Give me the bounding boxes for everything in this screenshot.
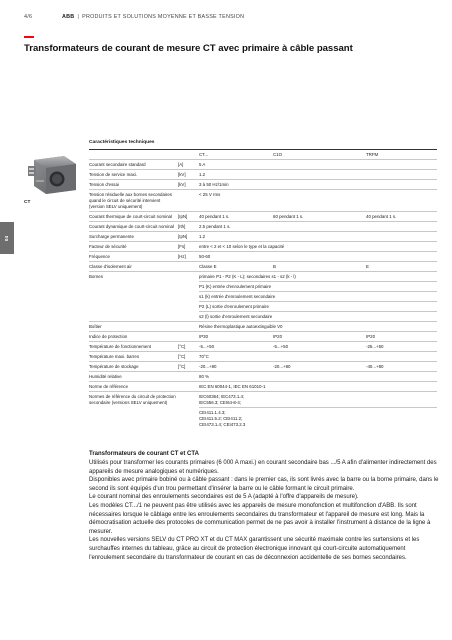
normes-line: CEI411.1.4.3; bbox=[199, 409, 226, 415]
row-value: 50-60 bbox=[199, 253, 211, 259]
body-paragraph: Les modèles CT.../1 ne peuvent pas être utilisés avec les appareils de mesure monofonction et multifonction d'ABB. Ils sont nécessaires lorsque le câblage entre les enroulements secondaires du transformateur et l'appareil de mesure est long. Mais la démocratisation actuelle des protocoles de communication permet de ne pas avoir à installer l'instrument à distance de la ligne à mesurer. bbox=[89, 503, 431, 535]
row-value: 1.2 bbox=[199, 233, 206, 239]
table-row bbox=[89, 222, 437, 232]
row-value: 3 à 50 Hz/1min bbox=[199, 181, 229, 187]
row-unit: [°C] bbox=[178, 363, 186, 369]
row-unit: [IpN] bbox=[178, 213, 188, 219]
table-row bbox=[89, 232, 437, 242]
row-value: -5...+50 bbox=[199, 343, 215, 349]
row-value: E bbox=[366, 263, 369, 269]
normes-group bbox=[199, 408, 437, 429]
row-value: IP20 bbox=[366, 333, 376, 339]
col-header-trfm: TRFM bbox=[366, 151, 379, 157]
row-unit bbox=[178, 322, 199, 331]
row-label: Classe d'isolement air bbox=[89, 263, 132, 269]
row-value: 60 pendant 1 s. bbox=[273, 213, 304, 219]
row-value: 70°C bbox=[199, 353, 209, 359]
row-unit: [Fs] bbox=[178, 243, 186, 249]
header-separator: | bbox=[77, 14, 80, 20]
table-row bbox=[89, 342, 437, 352]
row-label: Tension d'essai bbox=[89, 181, 119, 187]
normes-group bbox=[199, 392, 437, 408]
body-paragraph: Le courant nominal des enroulements secondaires est de 5 A (adapté à l'offre d'appareils de mesure). bbox=[89, 494, 359, 501]
page-number: 4/6 bbox=[24, 14, 33, 20]
red-accent-bar bbox=[24, 36, 34, 38]
row-unit bbox=[178, 372, 199, 381]
row-label: Facteur de sécurité bbox=[89, 243, 127, 249]
bornes-line: s2 (l) sortie d'enroulement secondaire bbox=[199, 313, 273, 319]
table-row bbox=[89, 190, 437, 212]
table-row bbox=[89, 180, 437, 190]
page-header bbox=[24, 12, 432, 22]
row-value: -20...+80 bbox=[273, 363, 291, 369]
body-text bbox=[89, 450, 439, 562]
row-unit: [A] bbox=[178, 161, 184, 167]
table-row bbox=[89, 352, 437, 362]
table-row bbox=[89, 332, 437, 342]
body-paragraph: Disponibles avec primaire bobiné ou à câble passant : dans le premier cas, ils sont livrés avec la barre ou la borne primaire, dans le second ils sont équipés d'un trou permettant d'insérer la barre ou le câble formant le circuit primaire. bbox=[89, 477, 439, 492]
normes-line: IEC556.3; CEI64-8-4; bbox=[199, 399, 241, 405]
row-value: B bbox=[273, 263, 276, 269]
bornes-line: primaire P1 - P2 (K - L); secondaires s1 - s2 (k - l) bbox=[199, 272, 437, 282]
table-row bbox=[89, 160, 437, 170]
row-label: Norme de référence bbox=[89, 383, 129, 389]
row-unit bbox=[178, 332, 199, 341]
row-value: -40...+80 bbox=[366, 363, 384, 369]
table-row bbox=[89, 382, 437, 392]
normes-line: CEI411.5.2; CEI411.2; bbox=[199, 415, 243, 421]
row-label: Température de stockage bbox=[89, 363, 139, 369]
row-value: Résine thermoplastique autoextinguible V0 bbox=[199, 323, 283, 329]
row-label: Température de fonctionnement bbox=[89, 343, 151, 349]
row-value: IP20 bbox=[273, 333, 283, 339]
row-label: Fréquence bbox=[89, 253, 110, 259]
row-unit: [°C] bbox=[178, 353, 186, 359]
bornes-values bbox=[199, 272, 437, 321]
table-row bbox=[89, 362, 437, 372]
row-value: 80 % bbox=[199, 373, 210, 379]
row-value: -20...+80 bbox=[199, 363, 217, 369]
table-row bbox=[89, 322, 437, 332]
row-value: 40 pendant 1 s. bbox=[199, 213, 230, 219]
table-row-normes bbox=[89, 392, 437, 429]
row-value: 1.2 bbox=[199, 171, 206, 177]
row-value: < 25 V rms bbox=[199, 191, 221, 197]
row-label: Boîtier bbox=[89, 323, 102, 329]
brand-name: ABB bbox=[62, 14, 75, 20]
row-value: entre < 2 et < 10 selon le type et la capacité bbox=[199, 243, 285, 249]
spec-header-row bbox=[89, 150, 437, 160]
table-row bbox=[89, 252, 437, 262]
specifications-table bbox=[89, 140, 437, 429]
row-unit: [°C] bbox=[178, 343, 186, 349]
page-title: Transformateurs de courant de mesure CT avec primaire à câble passant bbox=[24, 43, 353, 54]
chapter-tab bbox=[0, 222, 14, 254]
row-label: Normes de référence du circuit de protection secondaire (versions SELV uniquement) bbox=[89, 393, 176, 405]
row-label: Surcharge permanente bbox=[89, 233, 134, 239]
row-label: Humidité relative bbox=[89, 373, 122, 379]
row-unit bbox=[178, 262, 199, 271]
row-unit bbox=[178, 382, 199, 391]
bornes-line: P1 (K) entrée d'enroulement primaire bbox=[199, 282, 437, 292]
bornes-line: P2 (L) sortie d'enroulement primaire bbox=[199, 302, 437, 312]
row-label: Tension résiduelle aux bornes secondaires quand le circuit de sécurité intervient (version SELV uniquement) bbox=[89, 191, 172, 209]
product-label: CT bbox=[24, 200, 31, 205]
row-unit: [kV] bbox=[178, 181, 186, 187]
normes-values bbox=[199, 392, 437, 429]
row-unit: [Hz] bbox=[178, 253, 186, 259]
row-label: Tension de service maxi. bbox=[89, 171, 138, 177]
row-value: -25...+50 bbox=[366, 343, 384, 349]
spec-table-title: Caractéristiques techniques bbox=[89, 140, 437, 150]
row-label: Courant thermique de court-circuit nominal bbox=[89, 213, 172, 219]
body-paragraph: Les nouvelles versions SELV du CT PRO XT et du CT MAX garantissent une sécurité maximale contre les surtensions et les surchauffes internes du tableau, grâce au circuit de protection électronique innovant qui court-circuite automatiquement l'enroulement secondaire du transformateur de courant en cas de déconnexion accidentelle de ses bornes secondaires. bbox=[89, 537, 420, 561]
row-unit: [kV] bbox=[178, 171, 186, 177]
chapter-tab-label: 04 bbox=[4, 235, 10, 241]
row-value: 2.5 pendant 1 s. bbox=[199, 223, 231, 229]
table-row bbox=[89, 242, 437, 252]
table-row bbox=[89, 170, 437, 180]
bornes-line: s1 (k) entrée d'enroulement secondaire bbox=[199, 292, 437, 302]
row-unit: [Ith] bbox=[178, 223, 186, 229]
col-header-c1o: C1O bbox=[273, 151, 283, 157]
current-transformer-image bbox=[24, 150, 82, 194]
row-label: Indice de protection bbox=[89, 333, 128, 339]
normes-line: CEI473.1.4; CEI473.2.3 bbox=[199, 421, 246, 427]
section-name: PRODUITS ET SOLUTIONS MOYENNE ET BASSE TENSION bbox=[82, 14, 245, 20]
row-label: Courant secondaire standard bbox=[89, 161, 146, 167]
body-paragraph: Utilisés pour transformer les courants primaires (6 000 A maxi.) en courant secondaire bas .../5 A afin d'alimenter indirectement des appareils de mesure analogiques et numériques. bbox=[89, 460, 437, 475]
row-value: -5...+50 bbox=[273, 343, 289, 349]
row-label: Bornes bbox=[89, 273, 103, 279]
row-unit bbox=[178, 190, 199, 211]
row-label: Température maxi. barres bbox=[89, 353, 140, 359]
row-value: Classe E bbox=[199, 263, 217, 269]
table-row bbox=[89, 212, 437, 222]
row-value: 5 A bbox=[199, 161, 206, 167]
normes-line: IEC60364; IEC473.1.4; bbox=[199, 393, 245, 399]
row-value: IP30 bbox=[199, 333, 209, 339]
row-value: 40 pendant 1 s. bbox=[366, 213, 397, 219]
table-row bbox=[89, 372, 437, 382]
section-heading: Transformateurs de courant CT et CTA bbox=[89, 451, 199, 457]
row-value: IEC EN 60044-1, IEC EN 61010-1 bbox=[199, 383, 266, 389]
row-label: Courant dynamique de court-circuit nominal bbox=[89, 223, 174, 229]
row-unit: [IpN] bbox=[178, 233, 188, 239]
table-row-bornes bbox=[89, 272, 437, 322]
table-row bbox=[89, 262, 437, 272]
col-header-ct: CT... bbox=[199, 151, 209, 157]
